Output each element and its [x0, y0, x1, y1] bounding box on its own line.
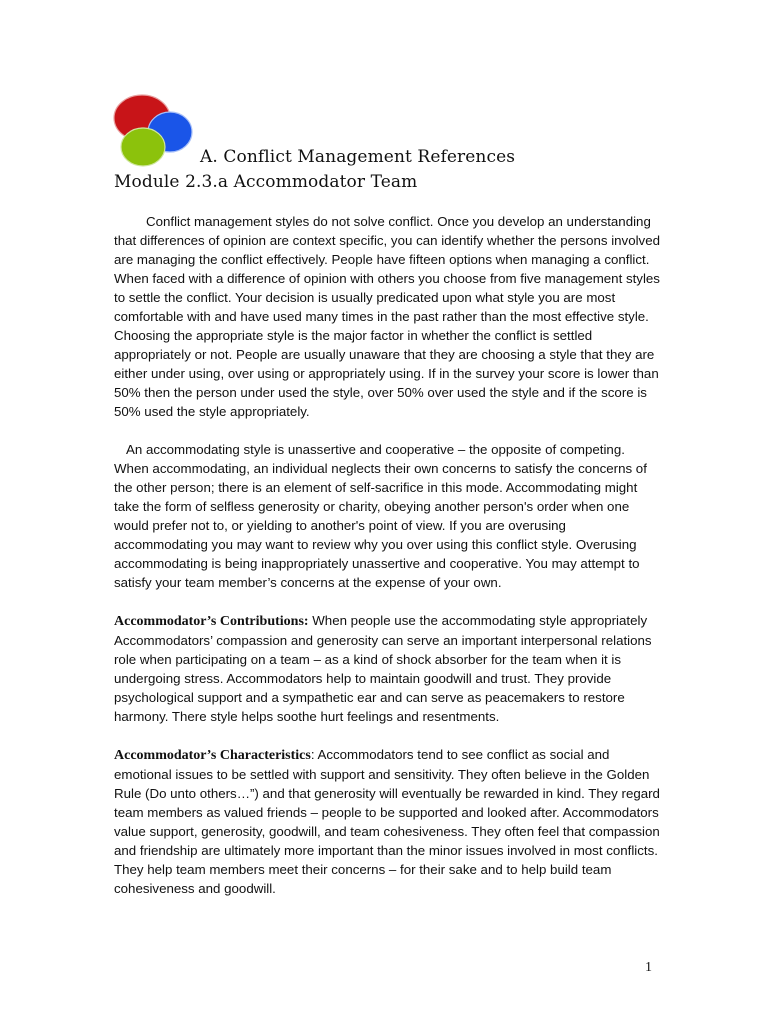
characteristics-text: : Accommodators tend to see conflict as social and emotional issues to be settled with support and sensitivity. They often believe in the Golden Rule (Do unto others…”) and that generosity will eventually be rewarded in kind. They regard team members as valued friends – people to be supported and looked after. Accommodators value support, generosity, goodwill, and team cohesiveness. They often feel that compassion and friendship are ultimately more important than the minor issues involved in most conflicts. They help team members meet their concerns – for their sake and to help build team cohesiveness and goodwill.	[114, 747, 660, 896]
paragraph-accommodating-style: An accommodating style is unassertive and cooperative – the opposite of competing. When accommodating, an individual neglects their own concerns to satisfy the concerns of the other person; there is an element of self-sacrifice in this mode. Accommodating might take the form of selfless generosity or charity, obeying another person's order when one would prefer not to, or yielding to another's point of view. If you are overusing accommodating you may want to review why you over using this conflict style. Overusing accommodating is being inappropriately unassertive and cooperative. You may attempt to satisfy your team member’s concerns at the expense of your own.	[114, 442, 647, 590]
overlapping-circles-logo	[112, 94, 196, 170]
contributions-text: When people use the accommodating style appropriately Accommodators’ compassion and generosity can serve an important interpersonal relations role when participating on a team – as a kind of shock absorber for the team when it is undergoing stress. Accommodators help to maintain goodwill and trust. They provide psychological support and a sympathetic ear and can serve as peacemakers to restore harmony. There style helps soothe hurt feelings and resentments.	[114, 613, 652, 724]
characteristics-heading: Accommodator’s Characteristics	[114, 748, 311, 763]
paragraph-conflict-styles: Conflict management styles do not solve conflict. Once you develop an understanding that differences of opinion are context specific, you can identify whether the persons involved are managing the conflict effectively. People have fifteen options when managing a conflict. When faced with a difference of opinion with others you choose from five management styles to settle the conflict. Your decision is usually predicated upon what style you are most comfortable with and have used many times in the past rather than the most effective style. Choosing the appropriate style is the major factor in whether the conflict is settled appropriately or not. People are usually unaware that they are choosing a style that they are either under using, over using or appropriately using. If in the survey your score is lower than 50% then the person under used the style, over 50% over used the style and if the score is 50% used the style appropriately.	[114, 214, 660, 419]
green-circle	[121, 128, 165, 166]
module-subtitle: Module 2.3.a Accommodator Team	[114, 172, 418, 192]
paragraph-characteristics	[114, 745, 660, 898]
contributions-heading: Accommodator’s Contributions:	[114, 614, 309, 629]
document-title: A. Conflict Management References	[200, 147, 516, 167]
paragraph-contributions	[114, 611, 660, 726]
page-number: 1	[645, 960, 652, 975]
document-body	[114, 212, 660, 898]
